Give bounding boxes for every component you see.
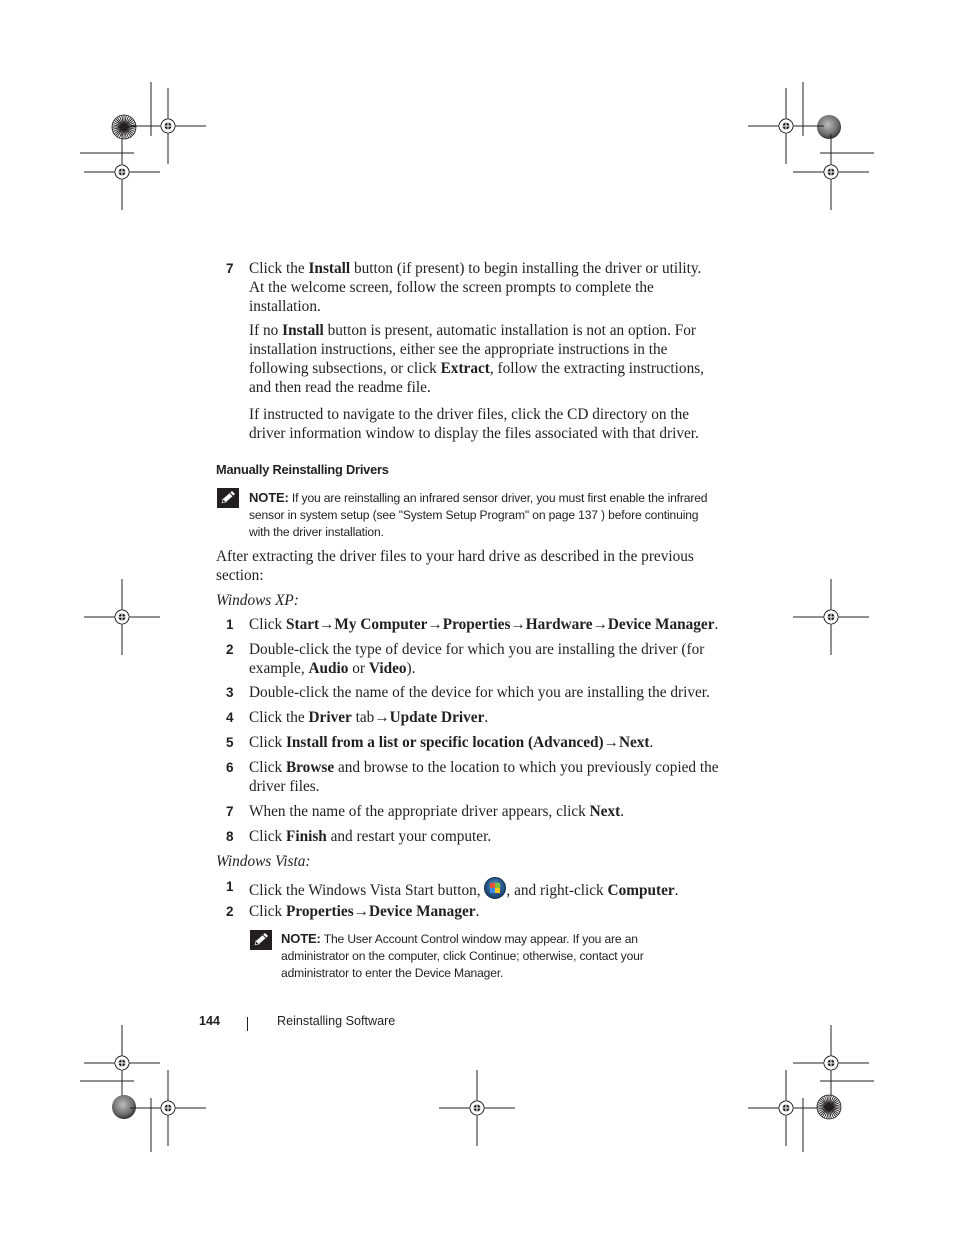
step-number: 1 (226, 617, 234, 632)
step-number: 7 (226, 261, 234, 276)
vista-step-1: Click the Windows Vista Start button, , and right-click Computer. (249, 877, 719, 900)
vista-step-2: Click Properties→Device Manager. (249, 903, 480, 920)
windows-vista-label: Windows Vista: (216, 853, 311, 870)
step-number: 3 (226, 685, 234, 700)
starburst-mark (112, 115, 136, 139)
page-number: 144 (199, 1014, 221, 1028)
xp-step-2: Double-click the type of device for which you are installing the driver (for example, Audio or Video). (249, 641, 705, 677)
note-infrared: NOTE: If you are reinstalling an infrared sensor driver, you must first enable the infrared sensor in system setup (see "System Setup Program" on page 137 ) before continuing with the driver installation. (249, 490, 708, 539)
windows-vista-start-icon (484, 877, 506, 899)
step-number: 8 (226, 829, 234, 844)
step-number: 1 (226, 879, 234, 894)
step-number: 4 (226, 710, 234, 725)
step7-paragraph-2: If no Install button is present, automatic installation is not an option. For installation instructions, either see the appropriate instructions in the following subsections, or click Extract, follow the extracting instructions, and then read the readme file. (249, 322, 705, 396)
xp-step-8: Click Finish and restart your computer. (249, 828, 492, 845)
section-heading: Manually Reinstalling Drivers (216, 462, 389, 477)
step-number: 2 (226, 904, 234, 919)
step-number: 6 (226, 760, 234, 775)
xp-step-3: Double-click the name of the device for which you are installing the driver. (249, 684, 710, 701)
step-number: 2 (226, 642, 234, 657)
step7-paragraph-3: If instructed to navigate to the driver files, click the CD directory on the driver information window to display the files associated with that driver. (249, 406, 699, 442)
note-pencil-icon (250, 930, 272, 950)
xp-step-4: Click the Driver tab→Update Driver. (249, 709, 489, 726)
intro-paragraph: After extracting the driver files to your hard drive as described in the previous section: (216, 548, 694, 584)
note-pencil-icon (217, 488, 239, 508)
windows-xp-label: Windows XP: (216, 592, 299, 609)
step-number: 5 (226, 735, 234, 750)
note-user-account-control: NOTE: The User Account Control window may appear. If you are an administrator on the computer, click Continue; otherwise, contact your administrator to enter the Device Manager. (281, 931, 644, 980)
xp-step-1: Click Start→My Computer→Properties→Hardware→Device Manager. (249, 616, 719, 633)
xp-step-6: Click Browse and browse to the location to which you previously copied the driver files. (249, 759, 719, 795)
xp-step-5: Click Install from a list or specific location (Advanced)→Next. (249, 734, 654, 751)
step-number: 7 (226, 804, 234, 819)
xp-step-7: When the name of the appropriate driver appears, click Next. (249, 803, 625, 820)
footer-section-title: Reinstalling Software (277, 1014, 396, 1028)
step7-paragraph-1: Click the Install button (if present) to begin installing the driver or utility. At the welcome screen, follow the screen prompts to complete the installation. (249, 260, 702, 315)
footer-separator (247, 1017, 248, 1031)
